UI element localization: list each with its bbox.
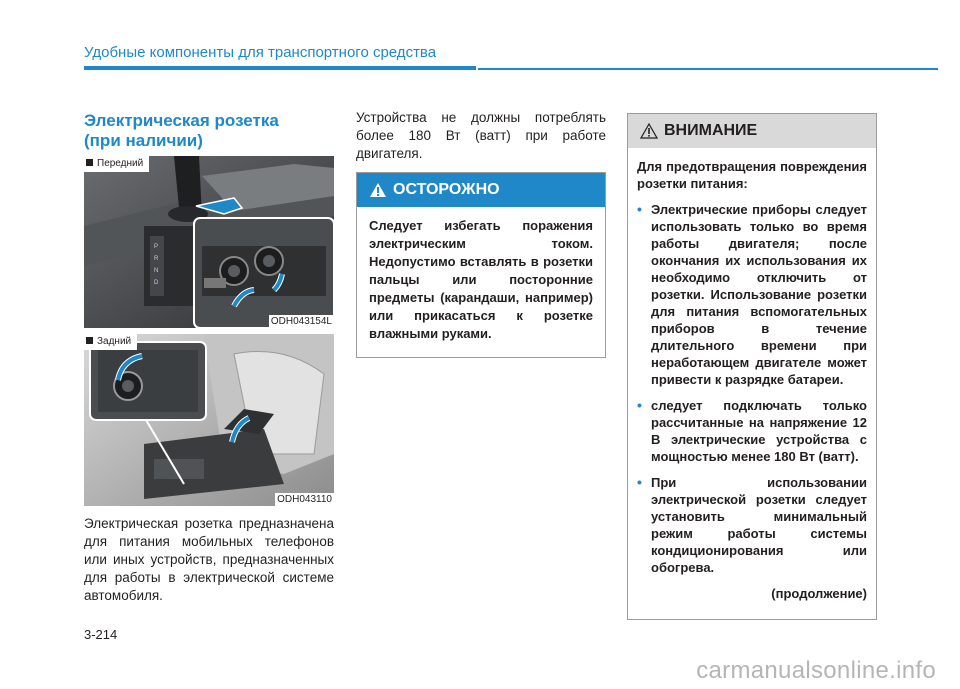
caution-box <box>627 113 877 620</box>
caution-list <box>637 201 867 576</box>
svg-text:P: P <box>154 244 159 250</box>
rear-figure-tag <box>84 334 137 350</box>
front-figure-tag <box>84 156 149 172</box>
front-figure-label: Передний <box>97 158 144 169</box>
svg-text:R: R <box>154 256 159 262</box>
section-title <box>84 111 334 151</box>
header-rule-thick <box>84 66 476 70</box>
caution-header <box>628 114 876 148</box>
bullet-icon: • <box>637 397 642 413</box>
caution-continued: (продолжение) <box>771 586 867 601</box>
front-outlet-figure <box>84 156 334 328</box>
warning-triangle-icon <box>369 182 387 198</box>
caution-triangle-icon <box>640 123 658 139</box>
warning-header <box>357 173 605 207</box>
power-limit-paragraph: Устройства не должны потреблять более 180 Вт (ватт) при работе двигателя. <box>356 110 606 161</box>
front-figure-code: ODH043154L <box>270 316 332 327</box>
page-number: 3-214 <box>84 627 118 642</box>
rear-outlet-figure <box>84 334 334 506</box>
intro-paragraph: Электрическая розетка предназначена для питания мобильных телефонов или иных устройств, предназначенных для работы в электрической системе автомобиля. <box>84 516 334 603</box>
rear-outlet-illustration <box>84 334 334 506</box>
caution-item <box>637 201 867 388</box>
bullet-icon: • <box>637 201 642 217</box>
caution-body <box>628 148 876 602</box>
caution-title: ВНИМАНИЕ <box>664 122 758 139</box>
bullet-icon: • <box>637 474 642 490</box>
caution-intro: Для предотвращения повреждения розетки питания: <box>637 159 867 191</box>
svg-text:N: N <box>154 268 159 274</box>
caution-item-text: Электрические приборы следует использовать только во время работы двигателя; после окончания их использования их необходимо отключить от розетки. Использование розетки для питания вспомогательных приборов в течение длительного времени при неработающем двигателе может привести к разрядке батареи. <box>651 202 867 387</box>
caution-item <box>637 474 867 576</box>
caution-item-text: При использовании электрической розетки следует установить минимальный режим работы системы кондиционирования или обогрева. <box>651 475 867 575</box>
header-title: Удобные компоненты для транспортного средства <box>84 44 437 61</box>
header-rule-thin <box>478 68 938 70</box>
section-title-line2: (при наличии) <box>84 131 203 150</box>
warning-box <box>356 172 606 358</box>
square-bullet-icon <box>86 337 93 344</box>
square-bullet-icon <box>86 159 93 166</box>
rear-figure-code: ODH043110 <box>277 494 332 505</box>
watermark: carmanualsonline.info <box>696 657 936 684</box>
front-outlet-illustration <box>84 156 334 328</box>
section-title-line1: Электрическая розетка <box>84 111 279 130</box>
rear-figure-label: Задний <box>97 336 132 347</box>
caution-item-text: следует подключать только рассчитанные на напряжение 12 В электрические устройства с мощностью менее 180 Вт (ватт). <box>651 398 867 464</box>
warning-text: Следует избегать поражения электрическим током. Недопустимо вставлять в розетки пальцы или посторонние предметы (карандаши, например) или прикасаться к розетке влажными руками. <box>369 218 593 341</box>
warning-title: ОСТОРОЖНО <box>393 181 500 198</box>
caution-item <box>637 397 867 465</box>
svg-text:D: D <box>154 280 159 286</box>
